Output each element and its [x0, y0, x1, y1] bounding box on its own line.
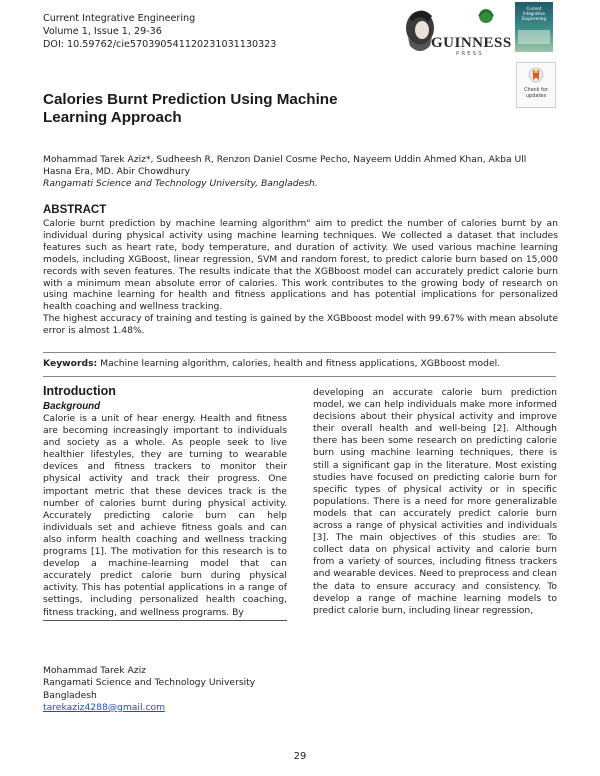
- correspondence: [43, 665, 255, 714]
- abstract-accuracy: The highest accuracy of training and testing is gained by the XGBboost model with 99.67% with mean absolute error is almost 1.48%.: [43, 313, 558, 337]
- corresponding-country: Bangladesh: [43, 689, 97, 701]
- cover-title: Current Integrative Engineering: [522, 6, 546, 21]
- keywords-text: Machine learning algorithm, calories, health and fitness applications, XGBboost model.: [100, 358, 501, 369]
- publisher-logo: [398, 4, 510, 60]
- intro-column-left: Calorie is a unit of hear energy. Health and fitness are becoming increasingly important to individuals and society as a whole. As people seek to live healthier lifestyles, they are turning to wearable devices and fitness trackers to monitor their physical activity and track their progress. One important metric that these devices track is the number of calories burnt during physical activity. Accurately predicting calorie burn can help individuals set and achieve fitness goals and can also inform health coaching and wellness tracking programs [1]. The motivation for this research is to develop a machine-learning model that can accurately predict calorie burn during physical activity. This has potential applications in a range of settings, including personalized health coaching, fitness tracking, and wellness programs. By: [43, 413, 287, 618]
- footnote-rule: [43, 620, 287, 621]
- bookmark-icon: [528, 67, 544, 85]
- journal-volume: Volume 1, Issue 1, 29-36: [43, 26, 162, 38]
- updates-label: Check for updates: [524, 87, 548, 99]
- check-for-updates-badge[interactable]: [516, 62, 556, 108]
- author-list: Mohammad Tarek Aziz*, Sudheesh R, Renzon Daniel Cosme Pecho, Nayeem Uddin Ahmed Khan, Akba Ull Hasna Era, MD. Abir Chowdhury: [43, 154, 527, 177]
- keywords-top-rule: [43, 352, 556, 353]
- keywords-line: [43, 358, 558, 369]
- abstract-body: [43, 218, 558, 337]
- journal-cover: [515, 2, 553, 52]
- subsection-heading-background: Background: [43, 401, 101, 412]
- journal-info: [43, 12, 276, 52]
- section-heading-introduction: Introduction: [43, 384, 116, 398]
- intro-column-right: developing an accurate calorie burn prediction model, we can help individuals make more informed decisions about their physical activity and improve their overall health and well-being [2]. Although there has been some research on predicting calorie burn using machine learning techniques, there is still a significant gap in the literature. Most existing studies have focused on predicting calorie burn for specific types of physical activity or in specific populations. There is a need for more generalizable models that can accurately predict calorie burn across a range of physical activities and individuals [3]. The main objectives of this studies are: To collect data on physical activity and calorie burn from a variety of sources, including fitness trackers and wearable devices. Need to preprocess and clean the data to ensure accuracy and consistency. To develop a range of machine learning models to predict calorie burn, including linear regression,: [313, 387, 557, 616]
- keywords-label: Keywords:: [43, 358, 98, 369]
- abstract-paragraph: Calorie burnt prediction by machine learning algorithm" aim to predict the number of calories burnt by an individual during physical activity using machine learning techniques. We collected a dataset that includes features such as heart rate, body temperature, and duration of activity. We used various machine learning models, including XGBoost, linear regression, SVM and random forest, to predict calorie burn based on 15,000 records with seven features. The results indicate that the XGBboost model can accurately predict calorie burn with a minimum mean absolute error of calories. This work contributes to the growing body of research on using machine learning for health and fitness applications and has potential implications for personalized health coaching and wellness tracking.: [43, 218, 558, 313]
- email-link[interactable]: tarekaziz4288@gmail.com: [43, 701, 166, 713]
- corresponding-institution: Rangamati Science and Technology University: [43, 677, 256, 689]
- abstract-heading: ABSTRACT: [43, 204, 107, 216]
- journal-name: Current Integrative Engineering: [43, 13, 196, 24]
- paper-title: Calories Burnt Prediction Using Machine Learning Approach: [43, 91, 338, 126]
- page-number: 29: [293, 751, 307, 762]
- keywords-bottom-rule: [43, 376, 556, 377]
- publisher-logo-subtext: PRESS: [456, 51, 484, 57]
- corresponding-author: Mohammad Tarek Aziz: [43, 665, 146, 676]
- affiliation: Rangamati Science and Technology University, Bangladesh.: [43, 178, 318, 189]
- journal-doi: DOI: 10.59762/cie570390541120231031130323: [43, 39, 277, 51]
- publisher-logo-text: GUINNESS: [431, 35, 512, 51]
